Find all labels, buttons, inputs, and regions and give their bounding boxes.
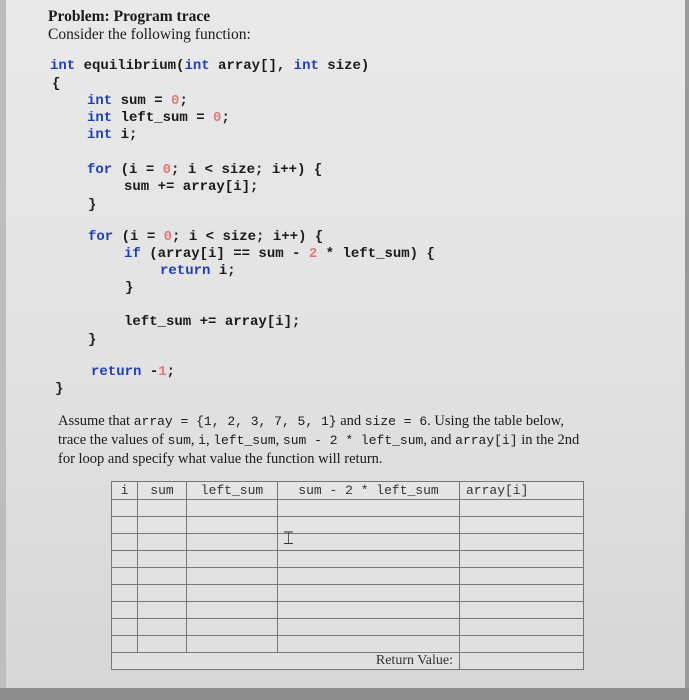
header-array-i: array[i] [460, 482, 584, 500]
problem-title: Problem: Program trace [48, 8, 211, 25]
table-cell[interactable] [187, 602, 278, 619]
header-sum: sum [138, 482, 187, 500]
table-row [112, 551, 584, 568]
code-line-for1: for (i = 0; i < size; i++) { [87, 162, 323, 178]
table-cell[interactable] [187, 568, 278, 585]
table-cell[interactable] [112, 551, 138, 568]
code-line-if-close: } [125, 280, 134, 296]
table-cell[interactable] [112, 636, 138, 653]
table-cell[interactable] [112, 602, 138, 619]
table-cell[interactable] [138, 534, 187, 551]
table-cell[interactable] [187, 534, 278, 551]
code-line-if: if (array[i] == sum - 2 * left_sum) { [124, 246, 435, 262]
table-header-row [112, 482, 584, 500]
table-cell[interactable] [278, 568, 460, 585]
assumption-paragraph: Assume that array = {1, 2, 3, 7, 5, 1} and size = 6. Using the table below, trace the values of sum, i, left_sum, sum - 2 * left_sum, and array[i] in the 2nd for loop and specify what value the function will return. [58, 413, 580, 467]
table-cell[interactable] [112, 568, 138, 585]
code-line-leftsum-accumulate: left_sum += array[i]; [124, 314, 301, 330]
code-line-for2-close: } [88, 332, 97, 348]
table-cell[interactable] [460, 619, 584, 636]
page-edge-bottom [0, 688, 689, 700]
table-cell[interactable] [187, 500, 278, 517]
code-line-for2: for (i = 0; i < size; i++) { [88, 229, 324, 245]
page-edge-left [0, 0, 6, 700]
table-cell[interactable] [460, 568, 584, 585]
table-cell[interactable] [460, 551, 584, 568]
code-line-close-brace: } [55, 381, 64, 397]
table-cell[interactable] [112, 500, 138, 517]
page-edge-right [685, 0, 689, 700]
table-cell[interactable] [278, 500, 460, 517]
table-cell[interactable] [460, 534, 584, 551]
table-cell[interactable] [187, 517, 278, 534]
table-cell[interactable] [278, 534, 460, 551]
table-row [112, 602, 584, 619]
table-cell[interactable] [278, 636, 460, 653]
table-cell[interactable] [138, 636, 187, 653]
text-cursor-icon: ⌶ [283, 528, 294, 548]
table-cell[interactable] [187, 551, 278, 568]
table-cell[interactable] [187, 619, 278, 636]
code-line-signature: int equilibrium(int array[], int size) [50, 58, 370, 74]
table-cell[interactable] [278, 585, 460, 602]
table-cell[interactable] [460, 585, 584, 602]
return-value-row [112, 653, 584, 670]
trace-table [111, 481, 584, 670]
table-cell[interactable] [138, 585, 187, 602]
table-cell[interactable] [112, 619, 138, 636]
table-cell[interactable] [112, 517, 138, 534]
return-value-label: Return Value: [112, 653, 460, 670]
code-line-i-decl: int i; [87, 127, 138, 143]
table-cell[interactable] [138, 500, 187, 517]
code-line-leftsum-decl: int left_sum = 0; [87, 110, 230, 126]
table-cell[interactable] [112, 534, 138, 551]
table-row [112, 619, 584, 636]
table-row [112, 500, 584, 517]
table-cell[interactable] [460, 500, 584, 517]
table-cell[interactable] [460, 517, 584, 534]
table-cell[interactable] [187, 585, 278, 602]
table-cell[interactable] [138, 551, 187, 568]
return-value-cell[interactable] [460, 653, 584, 670]
table-cell[interactable] [278, 602, 460, 619]
table-cell[interactable] [138, 568, 187, 585]
table-row [112, 568, 584, 585]
table-cell[interactable] [460, 602, 584, 619]
table-row [112, 585, 584, 602]
table-cell[interactable] [138, 517, 187, 534]
table-cell[interactable] [187, 636, 278, 653]
code-line-sum-decl: int sum = 0; [87, 93, 188, 109]
header-i: i [112, 482, 138, 500]
table-cell[interactable] [138, 619, 187, 636]
table-cell[interactable] [112, 585, 138, 602]
table-cell[interactable] [460, 636, 584, 653]
table-cell[interactable] [278, 517, 460, 534]
table-row [112, 636, 584, 653]
code-line-open-brace: { [52, 76, 61, 92]
table-cell[interactable] [138, 602, 187, 619]
code-line-sum-accumulate: sum += array[i]; [124, 179, 259, 195]
code-line-return-neg1: return -1; [91, 364, 176, 380]
table-row [112, 517, 584, 534]
problem-subtitle: Consider the following function: [48, 26, 251, 43]
code-line-return-i: return i; [160, 263, 236, 279]
table-row [112, 534, 584, 551]
table-cell[interactable] [278, 551, 460, 568]
code-line-for1-close: } [88, 197, 97, 213]
header-sum-minus-2x-left-sum: sum - 2 * left_sum [278, 482, 460, 500]
table-cell[interactable] [278, 619, 460, 636]
header-left-sum: left_sum [187, 482, 278, 500]
